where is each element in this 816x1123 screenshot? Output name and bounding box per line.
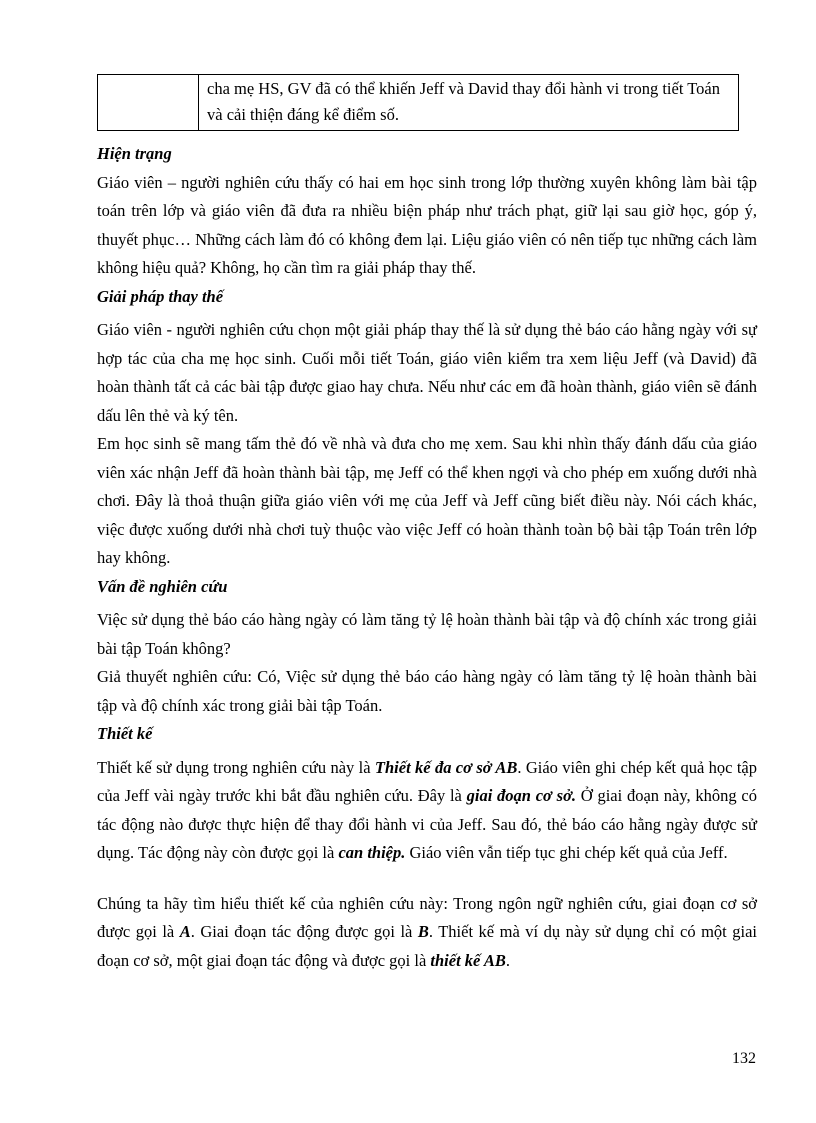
text-run: Ở giai đoạn này, không có tác động nào được thực hiện để thay đổi hành vi của Jeff. Sau đó, thẻ báo cáo hằng ngày được sử dụng. Tác động này còn được gọi là: [97, 786, 757, 862]
emphasis-a: A: [179, 922, 191, 941]
heading-thiet-ke: Thiết kế: [97, 724, 153, 743]
paragraph-thiet-ke-1: [97, 754, 757, 868]
text-run: . Giai đoạn tác động được gọi là: [190, 922, 418, 941]
page-number: 132: [732, 1050, 756, 1067]
paragraph-giai-phap-2: Em học sinh sẽ mang tấm thẻ đó về nhà và đưa cho mẹ xem. Sau khi nhìn thấy đánh dấu của giáo viên xác nhận Jeff đã hoàn thành bài tập, mẹ Jeff có thể khen ngợi và cho phép em xuống dưới nhà chơi. Đây là thoả thuận giữa giáo viên với mẹ của Jeff và Jeff cũng biết điều này. Nói cách khác, việc được xuống dưới nhà chơi tuỳ thuộc vào việc Jeff có hoàn thành toàn bộ bài tập Toán trên lớp hay không.: [97, 434, 757, 567]
continuation-table: [97, 74, 739, 131]
heading-giai-phap: Giải pháp thay thế: [97, 286, 224, 306]
emphasis-can-thiep: can thiệp.: [338, 843, 406, 862]
text-run: Giáo viên vẫn tiếp tục ghi chép kết quả của Jeff.: [405, 843, 728, 862]
paragraph-hien-trang: Giáo viên – người nghiên cứu thấy có hai em học sinh trong lớp thường xuyên không làm bài tập toán trên lớp và giáo viên đã đưa ra nhiều biện pháp như trách phạt, giữ lại sau giờ học, góp ý, thuyết phục… Những cách làm đó có không đem lại. Liệu giáo viên có nên tiếp tục những cách làm không hiệu quả? Không, họ cần tìm ra giải pháp thay thế.: [97, 172, 757, 277]
paragraph-thiet-ke-2: [97, 890, 757, 976]
text-run: Chúng ta hãy tìm hiểu thiết kế của nghiên cứu này: Trong ngôn ngữ nghiên cứu, giai đoạn cơ sở được gọi là: [97, 893, 757, 941]
emphasis-b: B: [417, 922, 429, 941]
table-row: [98, 75, 739, 131]
document-body: [97, 140, 757, 975]
heading-van-de: Vấn đề nghiên cứu: [97, 576, 228, 596]
text-run: Thiết kế sử dụng trong nghiên cứu này là: [97, 757, 375, 777]
paragraph-van-de-1: Việc sử dụng thẻ báo cáo hàng ngày có làm tăng tỷ lệ hoàn thành bài tập và độ chính xác trong giải bài tập Toán không?: [97, 610, 757, 658]
table-cell-text: cha mẹ HS, GV đã có thể khiến Jeff và David thay đổi hành vi trong tiết Toán và cải thiện đáng kể điểm số.: [199, 75, 739, 131]
text-run: . Thiết kế mà ví dụ này sử dụng chỉ có một giai đoạn cơ sở, một giai đoạn tác động và được gọi là: [97, 922, 757, 970]
table-cell-empty: [98, 75, 199, 131]
text-run: . Giáo viên ghi chép kết quả học tập của Jeff vài ngày trước khi bắt đầu nghiên cứu. Đây là: [97, 757, 757, 805]
emphasis-giai-doan-co-so: giai đoạn cơ sở.: [466, 786, 577, 805]
emphasis-thiet-ke-da-co-so: Thiết kế đa cơ sở AB: [374, 757, 518, 777]
heading-hien-trang: Hiện trạng: [97, 144, 172, 163]
text-run: .: [505, 950, 511, 970]
paragraph-gia-thuyet: Giả thuyết nghiên cứu: Có, Việc sử dụng thẻ báo cáo hàng ngày có làm tăng tỷ lệ hoàn thành bài tập và độ chính xác trong giải bài tập Toán.: [97, 667, 757, 715]
paragraph-giai-phap-1: Giáo viên - người nghiên cứu chọn một giải pháp thay thế là sử dụng thẻ báo cáo hằng ngày với sự hợp tác của cha mẹ học sinh. Cuối mỗi tiết Toán, giáo viên kiểm tra xem liệu Jeff (và David) đã hoàn thành tất cả các bài tập được giao hay chưa. Nếu như các em đã hoàn thành, giáo viên sẽ đánh dấu lên thẻ và ký tên.: [97, 320, 757, 425]
emphasis-thiet-ke-ab: thiết kế AB: [430, 950, 506, 970]
